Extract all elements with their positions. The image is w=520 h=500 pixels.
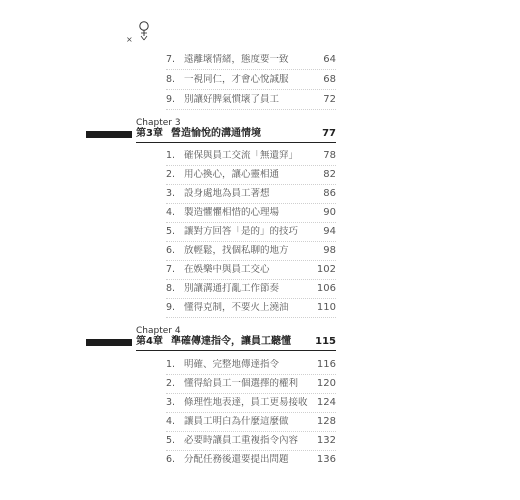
toc-entry[interactable]: 4. 製造懼懼相惜的心理場 (166, 207, 280, 218)
toc-entry[interactable]: 2. 懂得給員工一個選擇的權利 (166, 378, 299, 389)
toc-entry-title: 讓員工明白為什麼這麼做 (184, 416, 289, 427)
toc-entry-page: 90 (323, 207, 336, 218)
toc-entry[interactable]: 1. 明確、完整地傳達指令 (166, 359, 280, 370)
toc-entry[interactable]: 2. 用心換心，讓心靈相通 (166, 169, 280, 180)
toc-entry[interactable]: 4. 讓員工明白為什麼這麼做 (166, 416, 289, 427)
toc-entry[interactable]: 5. 必要時讓員工重複指令內容 (166, 435, 299, 446)
chapter-page: 115 (315, 336, 336, 347)
toc-entry-page: 136 (316, 454, 336, 465)
dotted-divider (166, 89, 336, 90)
toc-entry-page: 86 (323, 188, 336, 199)
toc-entry-title: 一視同仁，才會心悅誠服 (184, 74, 289, 85)
toc-entry-title: 明確、完整地傳達指令 (184, 359, 280, 370)
toc-entry-title: 懂得給員工一個選擇的權利 (184, 378, 299, 389)
dotted-divider (166, 374, 336, 375)
toc-entry-page: 78 (323, 150, 336, 161)
toc-entry-title: 條理性地表達，員工更易接收 (184, 397, 308, 408)
toc-entry[interactable]: 3. 條理性地表達，員工更易接收 (166, 397, 308, 408)
chapter-title[interactable]: 第4章 準確傳達指令，讓員工聽懂 (136, 336, 291, 347)
toc-entry[interactable]: 9. 別讓好脾氣慣壞了員工 (166, 94, 280, 105)
toc-entry-page: 124 (316, 397, 336, 408)
dotted-divider (166, 450, 336, 451)
toc-entry-page: 68 (323, 74, 336, 85)
dotted-divider (166, 165, 336, 166)
toc-entry-page: 110 (316, 302, 336, 313)
toc-entry[interactable]: 6. 放輕鬆，找個私聊的地方 (166, 245, 289, 256)
toc-entry-page: 120 (316, 378, 336, 389)
chapter-rule (136, 142, 336, 143)
chapter-page: 77 (322, 128, 336, 139)
dotted-divider (166, 317, 336, 318)
toc-entry-title: 別讓好脾氣慣壞了員工 (184, 94, 280, 105)
dotted-divider (166, 260, 336, 261)
dotted-divider (166, 222, 336, 223)
dotted-divider (166, 412, 336, 413)
toc-entry[interactable]: 7. 在娛樂中與員工交心 (166, 264, 270, 275)
toc-entry-title: 確保與員工交流「無遺穽」 (184, 150, 299, 161)
dotted-divider (166, 203, 336, 204)
dotted-divider (166, 431, 336, 432)
toc-entry-page: 106 (316, 283, 336, 294)
dotted-divider (166, 393, 336, 394)
toc-entry-title: 製造懼懼相惜的心理場 (184, 207, 280, 218)
toc-entry[interactable]: 1. 確保與員工交流「無遺穽」 (166, 150, 299, 161)
chapter-label: Chapter 3 (136, 118, 181, 128)
toc-entry-page: 132 (316, 435, 336, 446)
toc-entry[interactable]: 5. 讓對方回答「是的」的技巧 (166, 226, 299, 237)
toc-entry[interactable]: 3. 設身處地為員工著想 (166, 188, 270, 199)
toc-entry-title: 在娛樂中與員工交心 (184, 264, 270, 275)
dotted-divider (166, 69, 336, 70)
toc-entry-page: 72 (323, 94, 336, 105)
toc-entry-page: 128 (316, 416, 336, 427)
chapter-marker-bar (86, 131, 132, 138)
toc-entry-page: 64 (323, 54, 336, 65)
dotted-divider (166, 298, 336, 299)
toc-entry-title: 用心換心，讓心靈相通 (184, 169, 280, 180)
toc-entry[interactable]: 6. 分配任務後還要提出問題 (166, 454, 289, 465)
toc-entry[interactable]: 7. 遠離壞情緒，態度要一致 (166, 54, 289, 65)
chapter-label: Chapter 4 (136, 326, 181, 336)
toc-entry[interactable]: 9. 懂得克制，不要火上澆油 (166, 302, 289, 313)
toc-entry[interactable]: 8. 別讓溝通打亂工作節奏 (166, 283, 280, 294)
toc-entry-title: 分配任務後還要提出問題 (184, 454, 289, 465)
toc-entry-title: 別讓溝通打亂工作節奏 (184, 283, 280, 294)
dotted-divider (166, 279, 336, 280)
toc-entry-title: 放輕鬆，找個私聊的地方 (184, 245, 289, 256)
dotted-divider (166, 184, 336, 185)
toc-entry-title: 遠離壞情緒，態度要一致 (184, 54, 289, 65)
chapter-title[interactable]: 第3章 營造愉悅的溝通情境 (136, 128, 261, 139)
corner-mark: × (126, 35, 133, 44)
toc-entry-title: 讓對方回答「是的」的技巧 (184, 226, 299, 237)
lightbulb-logo-icon (138, 20, 150, 42)
chapter-marker-bar (86, 339, 132, 346)
toc-entry-page: 82 (323, 169, 336, 180)
toc-entry-page: 98 (323, 245, 336, 256)
toc-entry-title: 懂得克制，不要火上澆油 (184, 302, 289, 313)
toc-entry-title: 必要時讓員工重複指令內容 (184, 435, 299, 446)
toc-entry-page: 102 (316, 264, 336, 275)
toc-entry-page: 116 (316, 359, 336, 370)
toc-entry-title: 設身處地為員工著想 (184, 188, 270, 199)
dotted-divider (166, 109, 336, 110)
dotted-divider (166, 241, 336, 242)
toc-entry[interactable]: 8. 一視同仁，才會心悅誠服 (166, 74, 289, 85)
chapter-rule (136, 350, 336, 351)
toc-entry-page: 94 (323, 226, 336, 237)
